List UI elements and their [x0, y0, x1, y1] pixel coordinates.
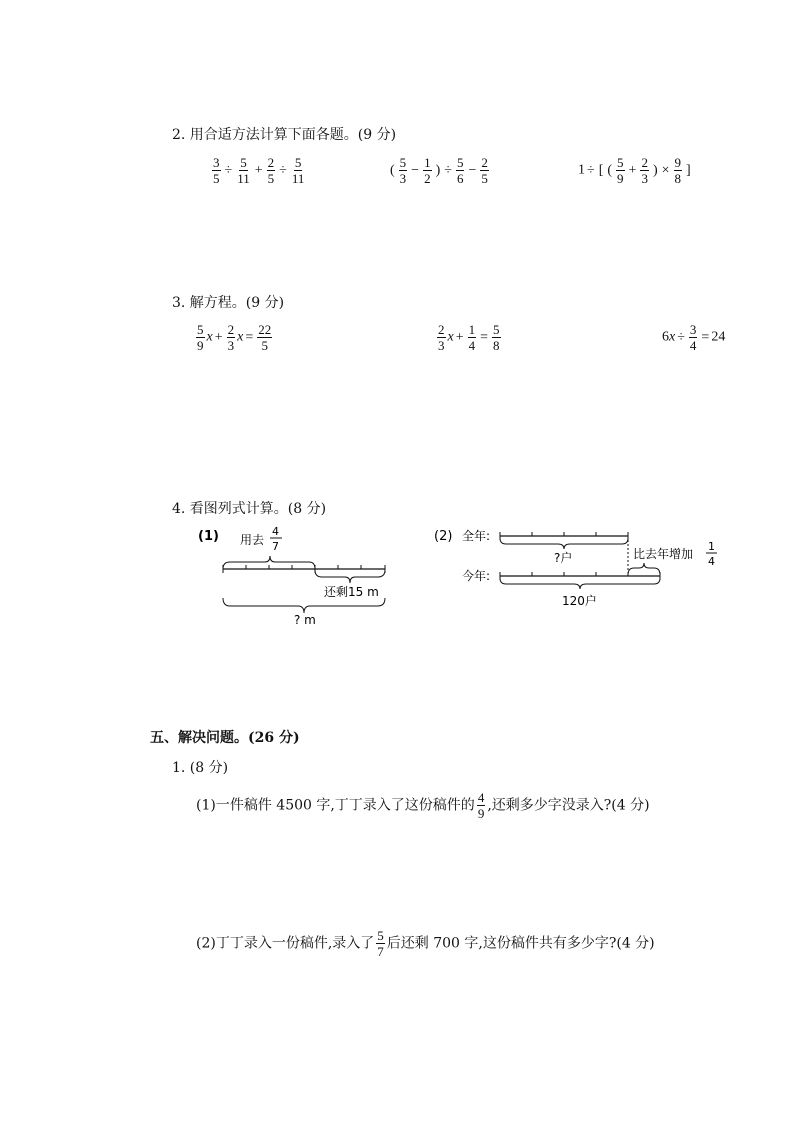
frac-den: 11 [237, 171, 250, 186]
frac-den: 4 [468, 338, 476, 353]
frac-den: 2 [424, 171, 431, 186]
frac-num: 5 [197, 322, 204, 337]
problem-1-1 [196, 791, 650, 820]
increase-frac-den: 4 [708, 555, 715, 568]
frac-num: 1 [424, 155, 431, 170]
frac-den: 3 [641, 171, 648, 186]
full-year-label: 全年: [462, 529, 491, 543]
diagram-1-label: (1) [198, 529, 219, 544]
full-year-brace [500, 538, 628, 549]
q3-equation-1: $\frac{5}{9}$ x + $\frac{2}{3}$ x = $\frac{22}{5}$ [197, 322, 272, 353]
frac-num: 2 [267, 155, 275, 170]
frac-num: 9 [674, 155, 682, 170]
frac-num: 5 [377, 928, 384, 943]
frac-num: 5 [240, 155, 247, 170]
this-year-label: 今年: [462, 569, 491, 583]
frac-num: 5 [493, 322, 500, 337]
q2-title: 2. 用合适方法计算下面各题。(9 分) [172, 127, 397, 143]
used-frac-num: 4 [272, 525, 279, 538]
q2-expression-3: 1 ÷ [ ( $\frac{5}{9}$ + $\frac{2}{3}$ ) × $\frac{9}{8}$ ] [578, 155, 691, 186]
frac-den: 9 [197, 338, 204, 353]
frac-den: 8 [493, 338, 500, 353]
total-brace [223, 598, 385, 613]
section-5-title: 五、解决问题。(26 分) [150, 730, 300, 746]
frac-den: 6 [456, 171, 464, 186]
section-5-q1-title: 1. (8 分) [172, 760, 229, 776]
frac-num: 3 [689, 322, 697, 337]
frac-den: 3 [227, 338, 235, 353]
q3-equation-2: $\frac{2}{3}$ x + $\frac{1}{4}$ = $\frac{5}{8}$ [438, 322, 500, 353]
frac-den: 5 [267, 171, 275, 186]
frac-num: 2 [481, 155, 488, 170]
problem-1-1-text-post: ,还剩多少字没录入?(4 分) [487, 797, 650, 814]
diagram-2-label: (2) [434, 529, 453, 544]
q2-expression-2: ( $\frac{5}{3}$ − $\frac{1}{2}$ ) ÷ $\frac{5}{6}$ − $\frac{2}{5}$ [390, 155, 488, 186]
used-label: 用去 [240, 533, 265, 547]
frac-num: 5 [456, 155, 464, 170]
frac-num: 5 [399, 155, 407, 170]
problem-1-1-text-pre: (1)一件稿件 4500 字,丁丁录入了这份稿件的 [196, 797, 475, 814]
this-year-value: 120户 [562, 594, 597, 608]
q4-title: 4. 看图列式计算。(8 分) [172, 501, 327, 517]
frac-num: 1 [468, 322, 476, 337]
q3-title: 3. 解方程。(9 分) [172, 295, 285, 311]
full-year-quantity: ?户 [554, 551, 573, 565]
frac-den: 5 [481, 171, 488, 186]
frac-den: 9 [617, 171, 624, 186]
frac-num: 2 [641, 155, 648, 170]
frac-den: 11 [291, 171, 305, 186]
increase-label: 比去年增加 [633, 547, 694, 561]
q3-equation-3: 6x ÷ $\frac{3}{4}$ = 24 [662, 322, 726, 353]
frac-den: 4 [689, 338, 697, 353]
frac-den: 7 [377, 944, 384, 959]
frac-den: 5 [213, 171, 220, 186]
increase-frac-num: 1 [708, 540, 715, 553]
used-frac-den: 7 [272, 540, 279, 553]
problem-1-2-text-post: 后还剩 700 字,这份稿件共有多少字?(4 分) [386, 935, 655, 952]
frac-den: 3 [399, 171, 407, 186]
increase-brace [628, 563, 660, 575]
q2-expression-1: $\frac{3}{5}$ ÷ $\frac{5}{11}$ + $\frac{2}{5}$ ÷ $\frac{5}{11}$ [213, 155, 305, 186]
frac-den: 5 [261, 338, 268, 353]
diagram-1-line-segment [190, 520, 410, 635]
frac-num: 2 [438, 322, 445, 337]
lead-number: 6 [662, 329, 669, 345]
frac-num: 22 [258, 322, 272, 337]
remain-brace [315, 570, 385, 583]
problem-1-2 [196, 929, 655, 958]
frac-num: 5 [294, 155, 302, 170]
frac-num: 3 [213, 155, 220, 170]
frac-num: 5 [617, 155, 624, 170]
problem-1-2-text-pre: (2)丁丁录入一份稿件,录入了 [196, 935, 375, 952]
rhs-number: 24 [711, 329, 726, 345]
this-year-brace [500, 578, 660, 589]
diagram-2-line-segment [430, 520, 730, 615]
total-label: ? m [294, 613, 316, 627]
frac-den: 9 [477, 806, 485, 821]
frac-num: 2 [227, 322, 235, 337]
remain-label: 还剩15 m [324, 585, 379, 599]
lead-number: 1 [578, 162, 585, 178]
frac-num: 4 [477, 790, 485, 805]
frac-den: 3 [438, 338, 445, 353]
frac-den: 8 [674, 171, 682, 186]
